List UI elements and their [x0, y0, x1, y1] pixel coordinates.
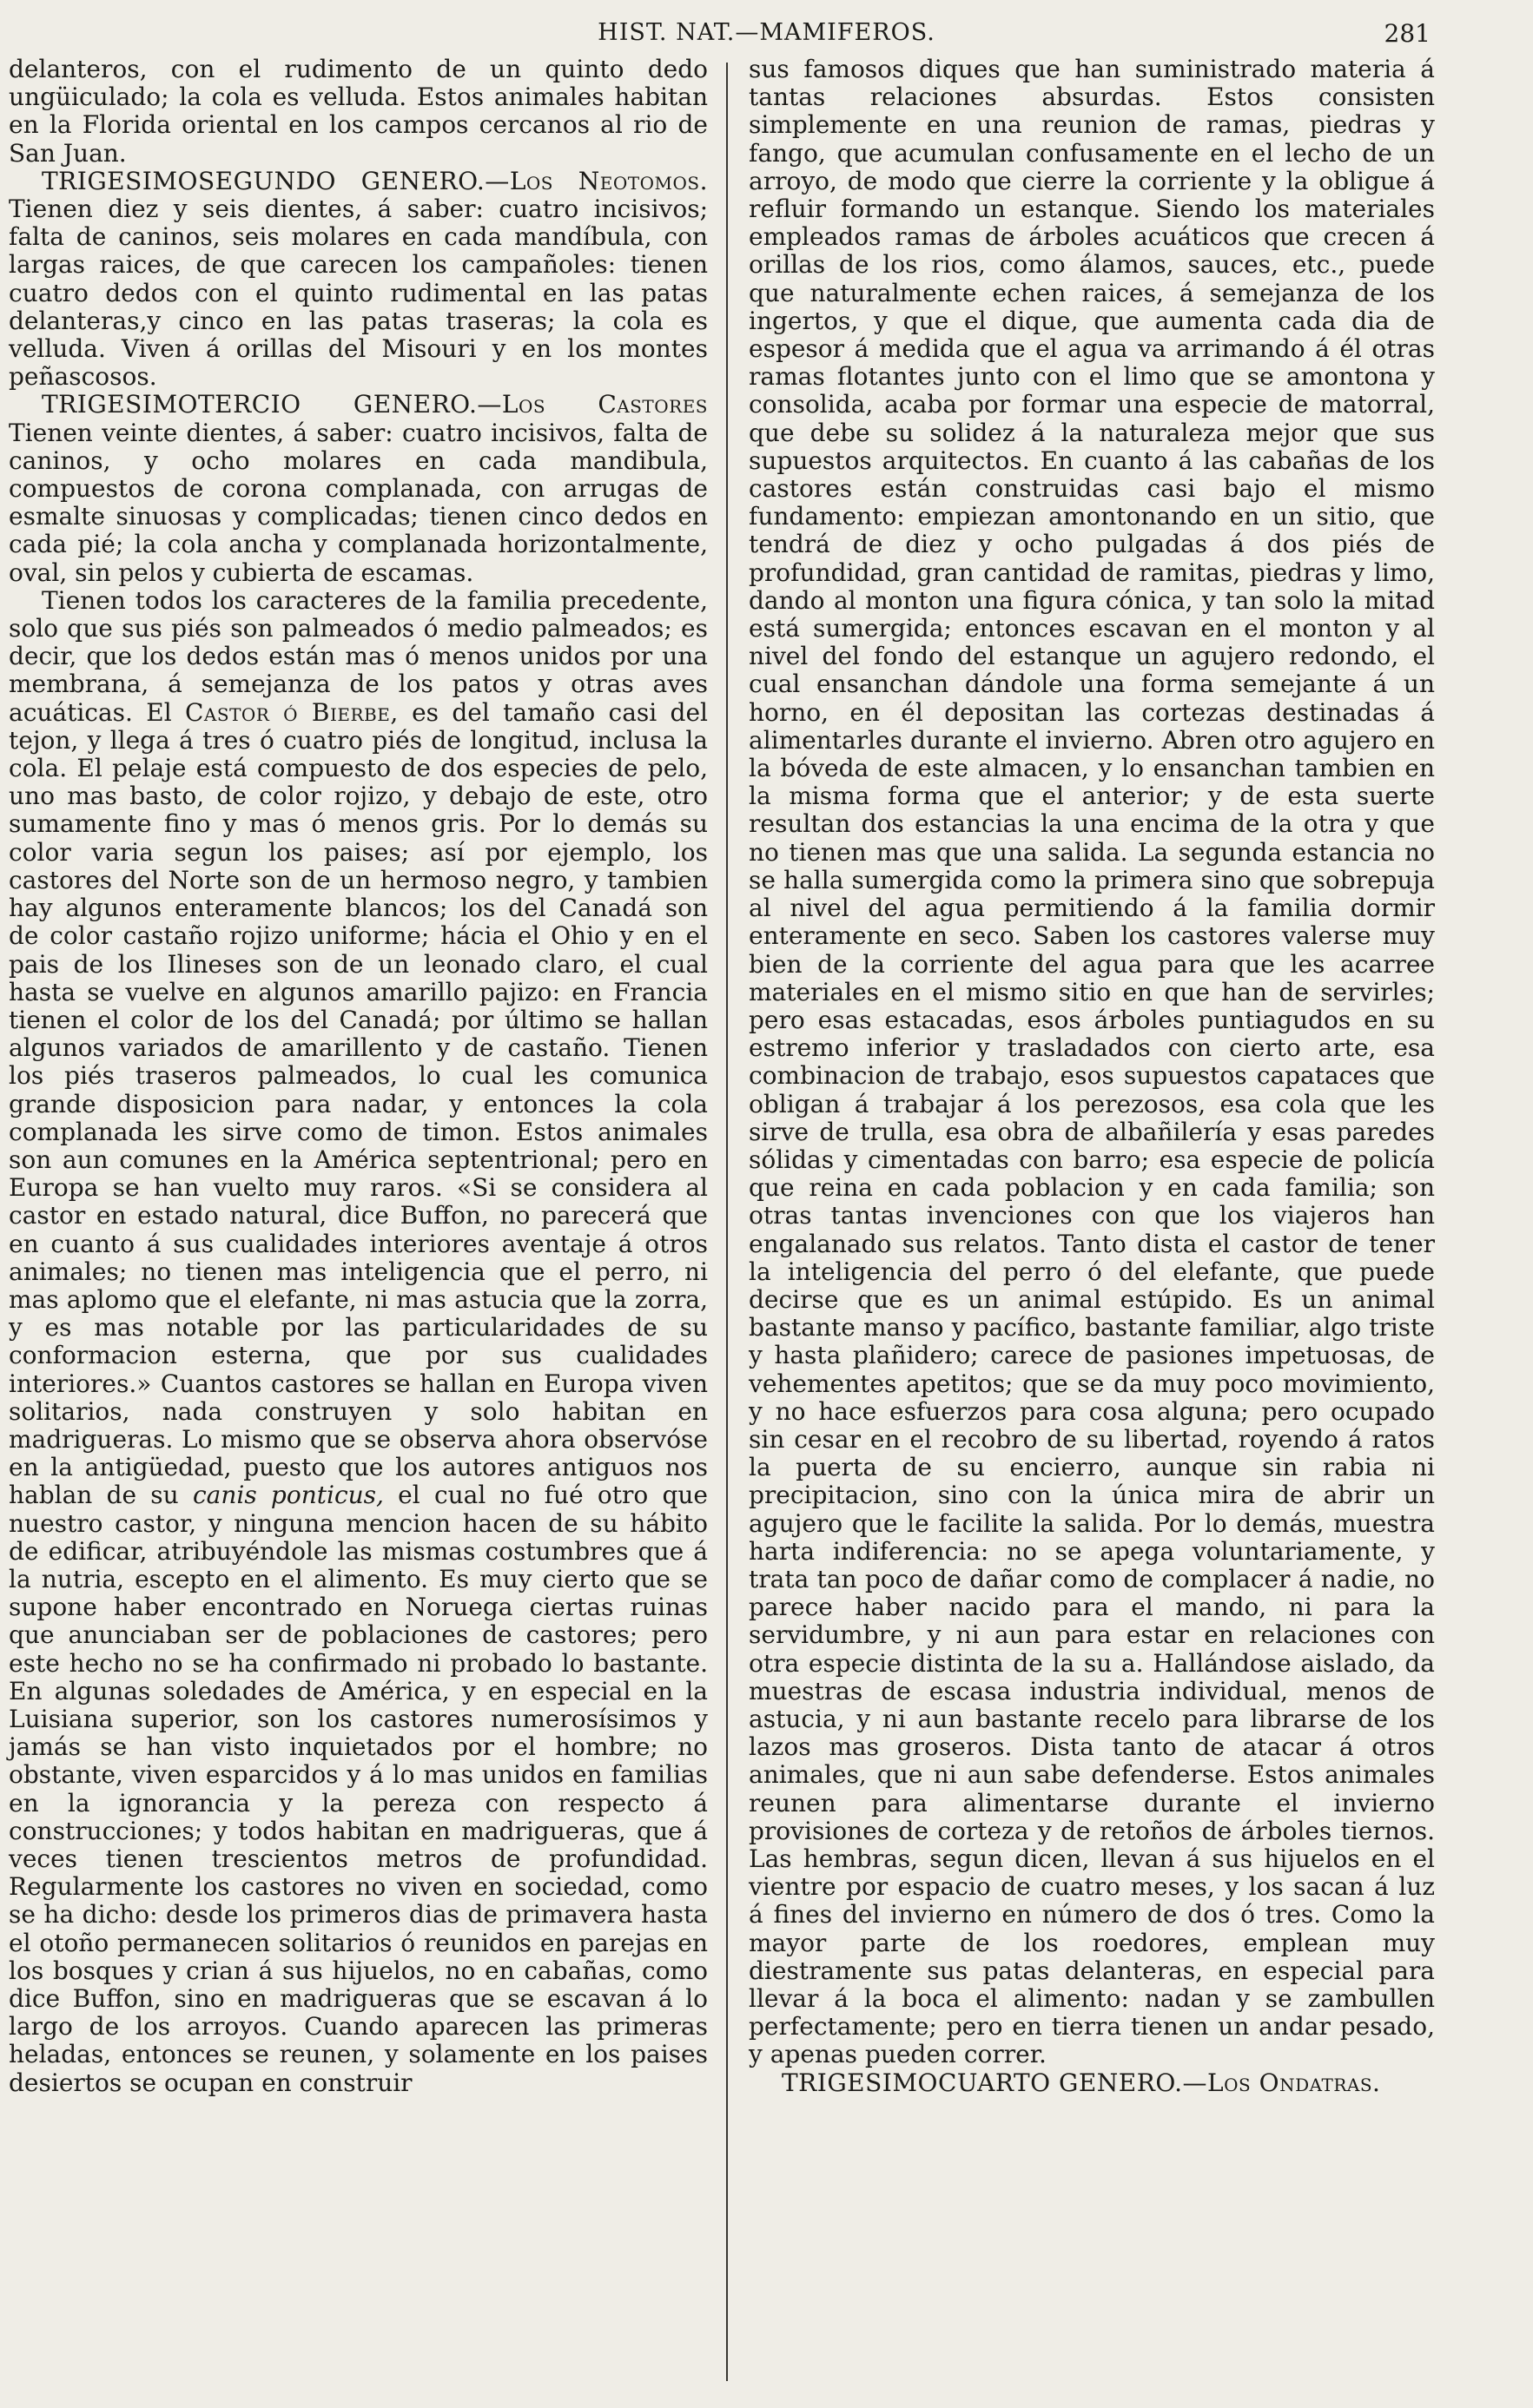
paragraph: delanteros, con el rudimento de un quinto dedo ungüiculado; la cola es velluda. Estos animales habitan en la Florida oriental en los campos cercanos al rio de San Juan. — [9, 55, 708, 168]
text-run: es del tamaño casi del tejon, y llega á tres ó cuatro piés de longitud, inclusa la cola. El pelaje está compuesto de dos especies de pelo, uno mas basto, de color rojizo, y debajo de este, otro sumamente fino y mas ó menos gris. Por lo demás su color varia segun los paises; así por ejemplo, los castores del Norte son de un hermoso negro, y tambien hay algunos enteramente blancos; los del Canadá son de color castaño rojizo uniforme; hácia el Ohio y en el pais de los Ilineses son de un leonado claro, el cual hasta se vuelve en algunos amarillo pajizo: en Francia tienen el color de los del Canadá; por último se hallan algunos variados de amarillento y de castaño. Tienen los piés traseros palmeados, lo cual les comunica grande disposicion para nadar, y entonces la cola complanada les sirve como de timon. Estos animales son aun comunes en la América septentrional; pero en Europa se han vuelto muy raros. «Si se considera al castor en estado natural, dice Buffon, no parecerá que en cuanto á sus cualidades interiores aventaje á otros animales; no tienen mas inteligencia que el perro, ni mas aplomo que el elefante, ni mas astucia que la zorra, y es mas notable por las particularidades de su conformacion esterna, que por sus cualidades interiores.» Cuantos castores se hallan en Europa viven solitarios, nada construyen y solo habitan en madrigueras. Lo mismo que se observa ahora observóse en la antigüedad, puesto que los autores antiguos nos hablan de su — [9, 697, 708, 1510]
text-run: Tienen todos los caracteres de la familia precedente, solo que sus piés son palmeados ó medio palmeados; es decir, que los dedos están mas ó menos unidos por una membrana, á semejanza de los patos y otras aves acuáticas. El — [9, 585, 708, 727]
genus-name: Los Neotomos. — [509, 166, 708, 195]
running-head — [0, 19, 1533, 54]
genus-description: Tienen veinte dientes, á saber: cuatro incisivos, falta de caninos, y ocho molares en cada mandibula, compuestos de corona complanada, con arrugas de esmalte sinuosas y complicadas; tienen cinco dedos en cada pié; la cola ancha y complanada horizontalmente, oval, sin pelos y cubierta de escamas. — [9, 418, 708, 587]
text-run: el cual no fué otro que nuestro castor, y ninguna mencion hacen de su hábito de edificar, atribuyéndole las mismas costumbres que á la nutria, escepto en el alimento. Es muy cierto que se supone haber encontrado en Noruega ciertas ruinas que anunciaban ser de poblaciones de castores; pero este hecho no se ha confirmado ni probado lo bastante. En algunas soledades de América, y en especial en la Luisiana superior, son los castores numerosísimos y jamás se han visto inquietados por el hombre; no obstante, viven esparcidos y á lo mas unidos en familias en la ignorancia y la pereza con respecto á construcciones; y todos habitan en madrigueras, que á veces tienen trescientos metros de profundidad. Regularmente los castores no viven en sociedad, como se ha dicho: desde los primeros dias de primavera hasta el otoño permanecen solitarios ó reunidos en parejas en los bosques y crian á sus hijuelos, no en cabañas, como dice Buffon, sino en madrigueras que se escavan á lo largo de los arroyos. Cuando aparecen las primeras heladas, entonces se reunen, y solamente en los paises desiertos se ocupan en construir — [9, 1481, 708, 2097]
genus-description: Tienen diez y seis dientes, á saber: cuatro incisivos; falta de caninos, seis molares en cada mandíbula, con largas raices, de que carecen los campañoles: tienen cuatro dedos con el quinto rudimental en las patas delanteras,y cinco en las patas traseras; la cola es velluda. Viven á orillas del Misouri y en los montes peñascosos. — [9, 195, 708, 392]
genus-paragraph-neotomos — [9, 168, 708, 392]
genus-paragraph-castores — [9, 391, 708, 586]
column-divider — [726, 63, 728, 2381]
page-number: 281 — [1384, 19, 1431, 48]
genus-name: Los Castores — [501, 390, 708, 419]
paragraph: sus famosos diques que han suministrado materia á tantas relaciones absurdas. Estos consisten simplemente en una reunion de ramas, piedras y fango, que acumulan confusamente en el lecho de un arroyo, de modo que cierre la corriente y la obligue á refluir formando un estanque. Siendo los materiales empleados ramas de árboles acuáticos que crecen á orillas de los rios, como álamos, sauces, etc., puede que naturalmente echen raices, á semejanza de los ingertos, y que el dique, que aumenta cada dia de espesor á medida que el agua va arrimando á él otras ramas flotantes junto con el limo que se amontona y consolida, acaba por formar una especie de matorral, que debe su solidez á la naturaleza mejor que sus supuestos arquitectos. En cuanto á las cabañas de los castores están construidas casi bajo el mismo fundamento: empiezan amontonando en un sitio, que tendrá de diez y ocho pulgadas á dos piés de profundidad, gran cantidad de ramitas, piedras y limo, dando al monton una figura cónica, y tan solo la mitad está sumergida; entonces escavan en el monton y al nivel del fondo del estanque un agujero redondo, el cual ensanchan dándole una forma semejante á un horno, en él depositan las cortezas destinadas á alimentarles durante el invierno. Abren otro agujero en la bóveda de este almacen, y lo ensanchan tambien en la misma forma que el anterior; y de esta suerte resultan dos estancias la una encima de la otra y que no tienen mas que una salida. La segunda estancia no se halla sumergida como la primera sino que sobrepuja al nivel del agua permitiendo á la familia dormir enteramente en seco. Saben los castores valerse muy bien de la corriente del agua para que les acarree materiales en el mismo sitio en que han de servirles; pero esas estacadas, esos árboles puntiagudos en su estremo inferior y trasladados con cierto arte, esa combinacion de trabajo, esos supuestos capataces que obligan á trabajar á los perezosos, esa cola que les sirve de trulla, esa obra de albañilería y esas paredes sólidas y cimentadas con barro; esa especie de policía que reina en cada poblacion y en cada familia; son otras tantas invenciones con que los viajeros han engalanado sus relatos. Tanto dista el castor de tener la inteligencia del perro ó del elefante, que puede decirse que es un animal estúpido. Es un animal bastante manso y pacífico, bastante familiar, algo triste y hasta plañidero; carece de pasiones impetuosas, de vehementes apetitos; que se da muy poco movimiento, y no hace esfuerzos para cosa alguna; pero ocupado sin cesar en el recobro de su libertad, royendo á ratos la puerta de su encierro, aunque sin rabia ni precipitacion, sino con la única mira de abrir un agujero que le facilite la salida. Por lo demás, muestra harta indiferencia: no se apega voluntariamente, y trata tan poco de dañar como de complacer á nadie, no parece haber nacido para el mando, ni para la servidumbre, y ni aun para estar en relaciones con otra especie distinta de la su a. Hallándose aislado, da muestras de escasa industria individual, menos de astucia, y ni aun bastante recelo para librarse de los lazos mas groseros. Dista tanto de atacar á otros animales, que ni aun sabe defenderse. Estos animales reunen para alimentarse durante el invierno provisiones de corteza y de retoños de árboles tiernos. Las hembras, segun dicen, llevan á sus hijuelos en el vientre por espacio de cuatro meses, y los sacan á luz á fines del invierno en número de dos ó tres. Como la mayor parte de los roedores, emplean muy diestramente sus patas delanteras, en especial para llevar á la boca el alimento: nadan y se zambullen perfectamente; pero en tierra tienen un andar pesado, y apenas pueden correr. — [749, 55, 1435, 2069]
genus-heading: TRIGESIMOSEGUNDO GENERO.— — [42, 166, 510, 195]
genus-name: Los Ondatras. — [1207, 2068, 1381, 2097]
species-name: Castor ó Bierbe, — [185, 697, 399, 727]
genus-paragraph-ondatras — [749, 2069, 1435, 2097]
latin-name: canis ponticus, — [192, 1481, 384, 1510]
genus-heading: TRIGESIMOCUARTO GENERO.— — [782, 2068, 1208, 2097]
genus-heading: TRIGESIMOTERCIO GENERO.— — [42, 390, 502, 419]
left-column — [9, 56, 708, 2097]
right-column — [749, 56, 1435, 2097]
paragraph-castor-description — [9, 587, 708, 2097]
running-title: HIST. NAT.—MAMIFEROS. — [598, 19, 935, 46]
